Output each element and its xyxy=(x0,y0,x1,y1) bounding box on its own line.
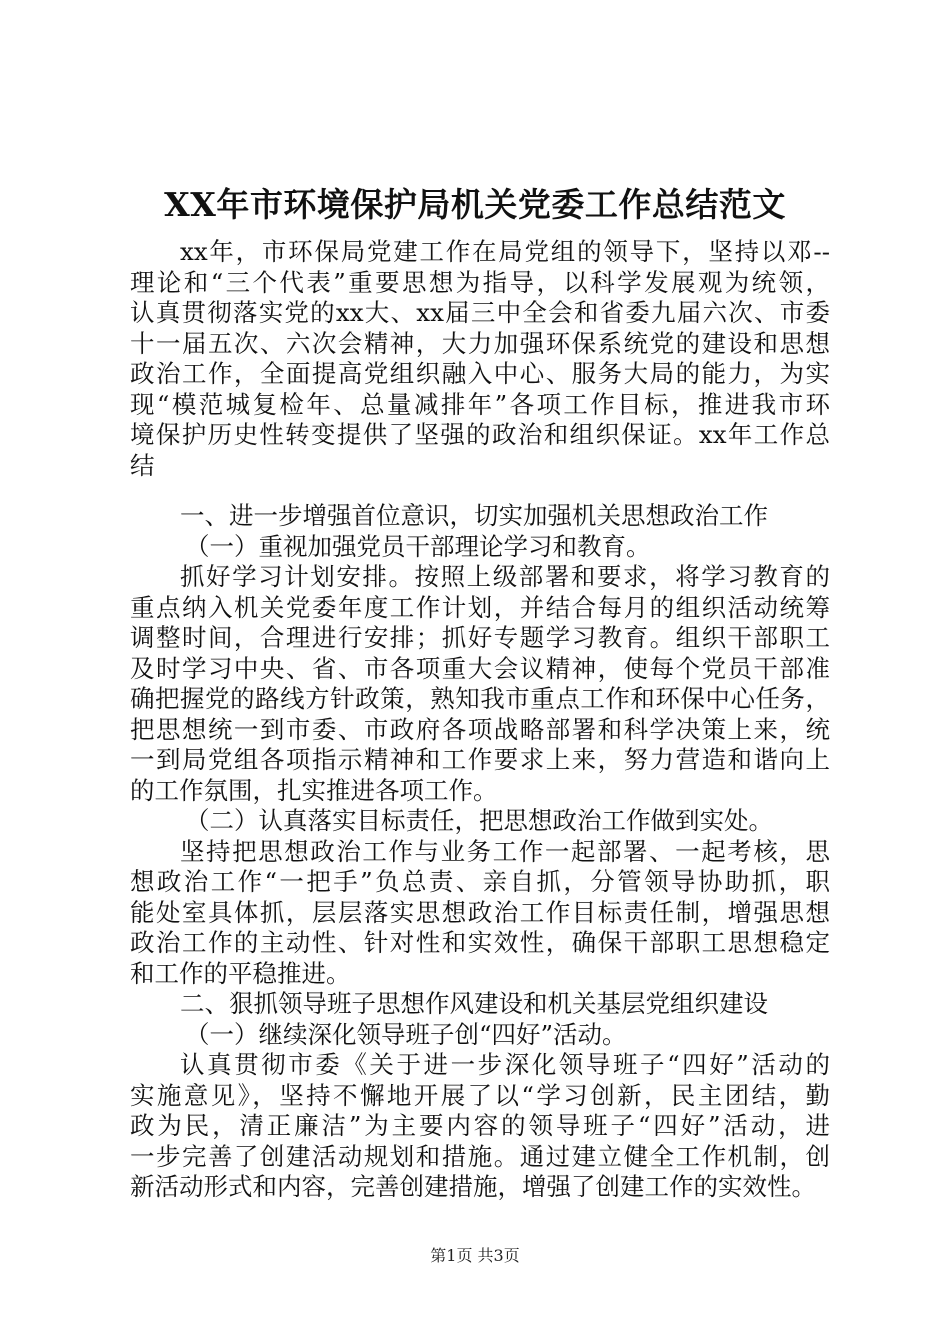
body-line: 重点纳入机关党委年度工作计划，并结合每月的组织活动统筹 xyxy=(130,592,830,622)
document-body xyxy=(130,237,830,1203)
body-line: 和工作的平稳推进。 xyxy=(130,958,351,988)
body-line: 一到局党组各项指示精神和工作要求上来，努力营造和谐向上 xyxy=(130,745,830,774)
subsection-heading: （一）继续深化领导班子创“四好”活动。 xyxy=(185,1019,627,1049)
subsection-heading: （二）认真落实目标责任，把思想政治工作做到实处。 xyxy=(185,806,773,835)
body-line: 能处室具体抓，层层落实思想政治工作目标责任制，增强思想 xyxy=(130,897,830,927)
body-line: 把思想统一到市委、市政府各项战略部署和科学决策上来，统 xyxy=(130,714,830,744)
body-line: 结 xyxy=(130,450,155,480)
section-heading: 二、狠抓领导班子思想作风建设和机关基层党组织建设 xyxy=(180,989,768,1018)
body-line: 确把握党的路线方针政策，熟知我市重点工作和环保中心任务， xyxy=(130,684,830,713)
body-line: 实施意见》，坚持不懈地开展了以“学习创新，民主团结，勤 xyxy=(130,1080,830,1110)
body-line: 坚持把思想政治工作与业务工作一起部署、一起考核，思 xyxy=(180,836,830,866)
body-line: 抓好学习计划安排。按照上级部署和要求，将学习教育的 xyxy=(180,562,830,591)
body-line: 理论和“三个代表”重要思想为指导，以科学发展观为统领， xyxy=(130,267,830,297)
body-line: 政治工作的主动性、针对性和实效性，确保干部职工思想稳定 xyxy=(130,928,830,957)
body-line: 认真贯彻落实党的xx大、xx届三中全会和省委九届六次、市委 xyxy=(130,298,830,327)
body-line: 十一届五次、六次会精神，大力加强环保系统党的建设和思想 xyxy=(130,328,830,358)
body-line: 政为民，清正廉洁”为主要内容的领导班子“四好”活动，进 xyxy=(130,1111,830,1140)
body-line: 政治工作，全面提高党组织融入中心、服务大局的能力，为实 xyxy=(130,359,830,388)
body-line: 新活动形式和内容，完善创建措施，增强了创建工作的实效性。 xyxy=(130,1172,816,1201)
body-line: 境保护历史性转变提供了坚强的政治和组织保证。xx年工作总 xyxy=(130,420,830,449)
page-number-footer: 第1页 共3页 xyxy=(430,1246,520,1265)
body-line: 调整时间，合理进行安排；抓好专题学习教育。组织干部职工 xyxy=(130,623,830,652)
document-title: XX年市环境保护局机关党委工作总结范文 xyxy=(164,185,786,224)
subsection-heading: （一）重视加强党员干部理论学习和教育。 xyxy=(185,531,651,561)
body-line: 想政治工作“一把手”负总责、亲自抓，分管领导协助抓，职 xyxy=(130,867,830,896)
body-line: 认真贯彻市委《关于进一步深化领导班子“四好”活动的 xyxy=(180,1050,830,1079)
section-heading: 一、进一步增强首位意识，切实加强机关思想政治工作 xyxy=(180,501,768,530)
body-line: xx年，市环保局党建工作在局党组的领导下，坚持以邓-- xyxy=(180,237,830,266)
body-line: 一步完善了创建活动规划和措施。通过建立健全工作机制，创 xyxy=(130,1141,830,1171)
body-line: 的工作氛围，扎实推进各项工作。 xyxy=(130,775,498,805)
body-line: 及时学习中央、省、市各项重大会议精神，使每个党员干部准 xyxy=(130,653,830,683)
body-line: 现“模范城复检年、总量减排年”各项工作目标，推进我市环 xyxy=(130,389,830,419)
